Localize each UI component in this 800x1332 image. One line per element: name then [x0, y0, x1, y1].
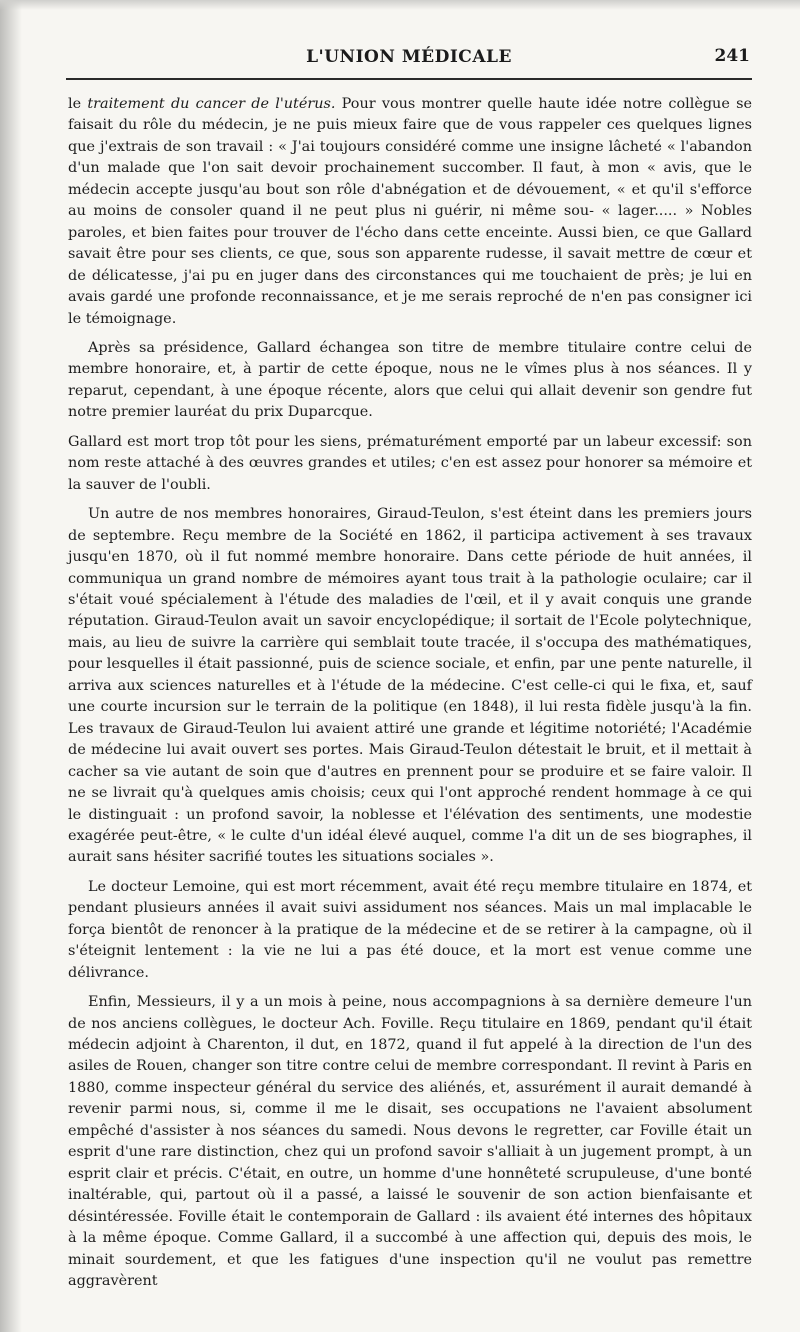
- cited-work-title: traitement du cancer de l'utérus.: [87, 96, 336, 112]
- paragraph-lemoine: Le docteur Lemoine, qui est mort récemment, avait été reçu membre titulaire en 1874, et pendant plusieurs années il avait suivi assidument nos séances. Mais un mal implacable le força bientôt de renoncer à la pratique de la médecine et de se retirer à la campagne, où il s'éteignit lentement : la vie ne lui a pas été douce, et la mort est venue comme une délivrance.: [68, 878, 752, 981]
- paragraph-gallard-continued: [68, 94, 752, 330]
- paragraph-foville: Enfin, Messieurs, il y a un mois à peine, nous accompagnions à sa dernière demeure l'un de nos anciens collègues, le docteur Ach. Foville. Reçu titulaire en 1869, pendant qu'il était médecin adjoint à Charenton, il dut, en 1872, quand il fut appelé à la direction de l'un des asiles de Rouen, changer son titre contre celui de membre correspondant. Il revint à Paris en 1880, comme inspecteur général du service des aliénés, et, assurément il aurait demandé à revenir parmi nous, si, comme il me le disait, ses occupations ne l'avaient absolument empêché d'assister à nos séances du samedi. Nous devons le regretter, car Foville était un esprit d'une rare distinction, chez qui un profond savoir s'alliait à un jugement prompt, à un esprit clair et précis. C'était, en outre, un homme d'une honnêteté scrupuleuse, d'une bonté inaltérable, qui, partout où il a passé, a laissé le souvenir de son action bienfaisante et désintéressée. Foville était le contemporain de Gallard : ils avaient été internes des hôpitaux à la même époque. Comme Gallard, il a succombé à une affection qui, depuis des mois, le minait sourdement, et que les fatigues d'une inspection qu'il ne voulut pas remettre aggravèrent: [68, 994, 752, 1290]
- paragraph-text: Pour vous montrer quelle haute idée notre collègue se faisait du rôle du médecin, je ne puis mieux faire que de vous rappeler ces quelques lignes que j'extrais de son travail : « J'ai toujours considéré comme une insigne lâcheté « l'abandon d'un malade que l'on sait devoir prochainement succomber. Il faut, à mon « avis, que le médecin accepte jusqu'au bout son rôle d'abnégation et de dévouement, « et qu'il s'efforce au moins de consoler quand il ne peut plus ni guérir, ni même sou- « lager..... » Nobles paroles, et bien faites pour trouver de l'écho dans cette enceinte. Aussi bien, ce que Gallard savait être pour ses clients, ce que, sous son apparente rudesse, il savait mettre de cœur et de délicatesse, j'ai pu en juger dans des circonstances qui me touchaient de près; je lui en avais gardé une profonde reconnaissance, et je me serais reproché de n'en pas consigner ici le témoignage.: [68, 96, 752, 327]
- paragraph-gallard-presidency: Après sa présidence, Gallard échangea son titre de membre titulaire contre celui de membre honoraire, et, à partir de cette époque, nous ne le vîmes plus à nos séances. Il y reparut, cependant, à une époque récente, alors que celui qui allait devenir son gendre fut notre premier lauréat du prix Duparcque.: [68, 339, 752, 421]
- page-number: 241: [714, 46, 750, 66]
- article-body: [68, 94, 752, 1300]
- header-rule: [66, 78, 752, 80]
- paragraph-gallard-death: Gallard est mort trop tôt pour les siens, prématurément emporté par un labeur excessif: son nom reste attaché à des œuvres grandes et utiles; c'en est assez pour honorer sa mémoire et la sauver de l'oubli.: [68, 433, 752, 493]
- page-header: [66, 40, 752, 80]
- paragraph-lead: le: [68, 96, 88, 112]
- running-title: L'UNION MÉDICALE: [306, 47, 512, 67]
- paragraph-giraud-teulon: Un autre de nos membres honoraires, Giraud-Teulon, s'est éteint dans les premiers jours de septembre. Reçu membre de la Société en 1862, il participa activement à ses travaux jusqu'en 1870, où il fut nommé membre honoraire. Dans cette période de huit années, il communiqua un grand nombre de mémoires ayant tous trait à la pathologie oculaire; car il s'était voué spécialement à l'étude des maladies de l'œil, et il y avait conquis une grande réputation. Giraud-Teulon avait un savoir encyclopédique; il sortait de l'Ecole polytechnique, mais, au lieu de suivre la carrière qui semblait toute tracée, il s'occupa des mathématiques, pour lesquelles il était passionné, puis de science sociale, et enfin, par une pente naturelle, il arriva aux sciences naturelles et à l'étude de la médecine. C'est celle-ci qui le fixa, et, sauf une courte incursion sur le terrain de la politique (en 1848), il lui resta fidèle jusqu'à la fin. Les travaux de Giraud-Teulon lui avaient attiré une grande et légitime notoriété; l'Académie de médecine lui avait ouvert ses portes. Mais Giraud-Teulon détestait le bruit, et il mettait à cacher sa vie autant de soin que d'autres en prennent pour se produire et se faire valoir. Il ne se livrait qu'à quelques amis choisis; ceux qui l'ont approché rendent hommage à ce qui le distinguait : un profond savoir, la noblesse et l'élévation des sentiments, une modestie exagérée peut-être, « le culte d'un idéal élevé auquel, comme l'a dit un de ses biographes, il aurait sans hésiter sacrifié toutes les situations sociales ».: [68, 506, 752, 866]
